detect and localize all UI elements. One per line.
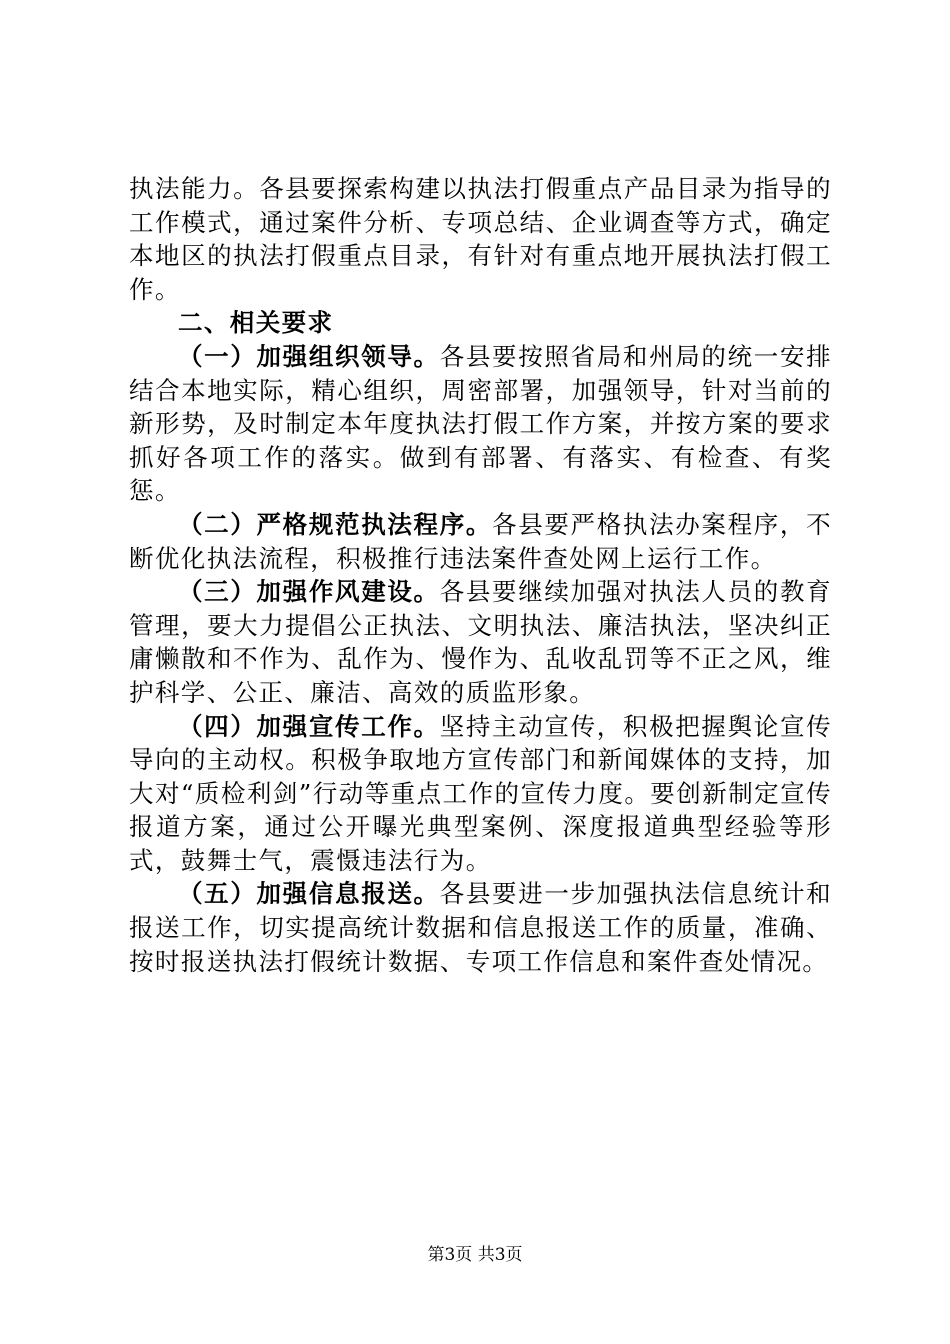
requirement-text-3: 各县要继续加强对执法人员的教育管理，要大力提倡公正执法、文明执法、廉洁执法，坚决纠正庸懒散和不作为、乱作为、慢作为、乱收乱罚等不正之风，维护科学、公正、廉洁、高效的质监形象。 [129,577,833,707]
requirement-paragraph-3 [129,575,832,709]
section-heading: 二、相关要求 [178,308,334,338]
requirement-paragraph-5 [129,877,832,978]
intro-paragraph: 执法能力。各县要探索构建以执法打假重点产品目录为指导的工作模式，通过案件分析、专项总结、企业调查等方式，确定本地区的执法打假重点目录，有针对有重点地开展执法打假工作。 [129,174,832,304]
requirement-text-2: 各县要严格执法办案程序，不断优化执法流程，积极推行违法案件查处网上运行工作。 [129,509,832,573]
requirement-lead-2: （二）严格规范执法程序。 [178,509,493,539]
requirement-lead-3: （三）加强作风建设。 [178,577,440,607]
requirement-text-1: 各县要按照省局和州局的统一安排结合本地实际，精心组织，周密部署，加强领导，针对当前的新形势，及时制定本年度执法打假工作方案，并按方案的要求抓好各项工作的落实。做到有部署、有落实、有检查、有奖惩。 [129,341,833,506]
page-footer [0,1245,950,1265]
requirement-lead-5: （五）加强信息报送。 [178,879,440,909]
requirement-paragraph-2 [129,508,832,575]
page-number: 第3页 共3页 [427,1245,523,1265]
requirement-text-4: 坚持主动宣传，积极把握舆论宣传导向的主动权。积极争取地方宣传部门和新闻媒体的支持，加大对“质检利剑”行动等重点工作的宣传力度。要创新制定宣传报道方案，通过公开曝光典型案例、深度报道典型经验等形式，鼓舞士气，震慑违法行为。 [129,711,833,875]
requirement-lead-1: （一）加强组织领导。 [178,341,440,371]
requirement-paragraph-1 [129,340,832,508]
document-body [129,172,832,978]
requirement-paragraph-4 [129,710,832,878]
requirement-text-5: 各县要进一步加强执法信息统计和报送工作，切实提高统计数据和信息报送工作的质量，准确、按时报送执法打假统计数据、专项工作信息和案件查处情况。 [129,879,833,976]
requirement-lead-4: （四）加强宣传工作。 [178,711,440,741]
